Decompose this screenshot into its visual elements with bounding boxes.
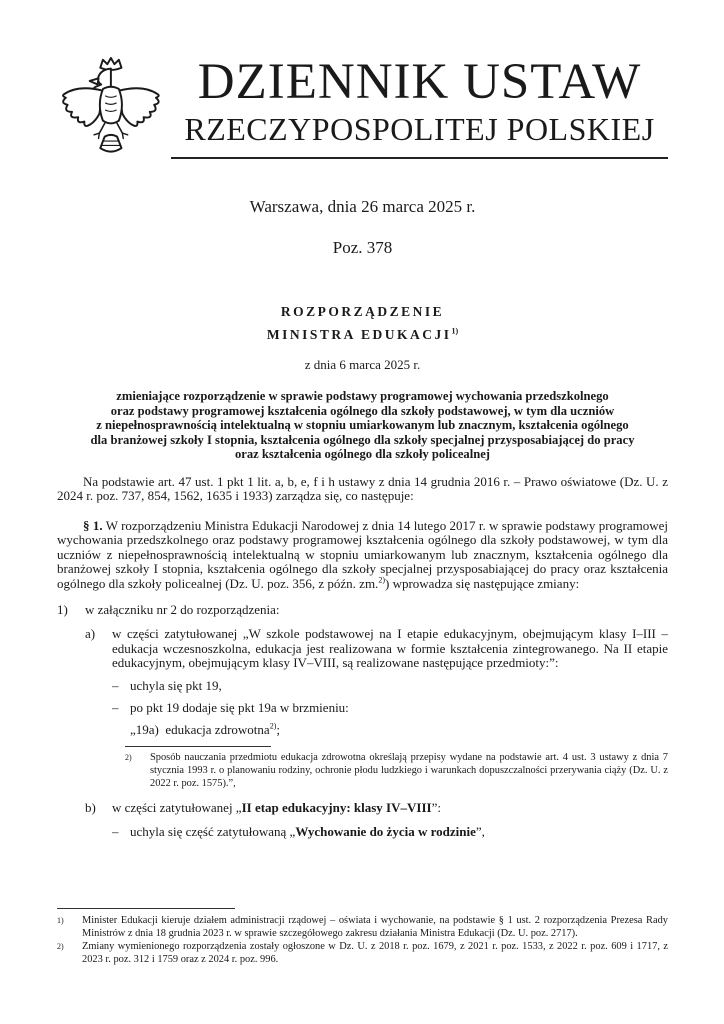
letter-a-item xyxy=(85,627,668,671)
act-issuer-heading xyxy=(57,327,668,343)
footnote-1 xyxy=(57,914,668,940)
tiret-1-dash: – xyxy=(112,677,119,693)
footnote-2-ref: 2) xyxy=(378,575,385,585)
inline-footnote-block xyxy=(125,746,668,790)
journal-title: DZIENNIK USTAW xyxy=(197,54,642,110)
letter-b-prefix: w części zatytułowanej „ xyxy=(112,800,242,816)
preamble-paragraph: Na podstawie art. 47 ust. 1 pkt 1 lit. a, b, e, f i h ustawy z dnia 14 grudnia 2016 r. – Prawo oświatowe (Dz. U. z 2024 r. poz. 737, 854, 1562, 1635 i 1933) zarządza się, co następuje: xyxy=(57,473,668,504)
quoted-point-19a xyxy=(130,723,668,738)
tiret-3-dash: – xyxy=(112,823,119,839)
act-title-line: dla branżowej szkoły I stopnia, kształcenia ogólnego dla szkoły specjalnej przysposabiającej do pracy xyxy=(90,432,635,447)
footnote-2 xyxy=(57,940,668,966)
footnote-1-marker: 1) xyxy=(57,916,64,925)
footnote-1-text: Minister Edukacji kieruje działem administracji rządowej – oświata i wychowanie, na podstawie § 1 ust. 2 rozporządzenia Prezesa Rady Ministrów z dnia 18 grudnia 2023 r. w sprawie szczegółowego zakresu działania Ministra Edukacji (Dz. U. poz. 2717). xyxy=(82,915,668,939)
footnote-2-text: Zmiany wymienionego rozporządzenia zostały ogłoszone w Dz. U. z 2018 r. poz. 1679, z 2021 r. poz. 1533, z 2022 r. poz. 609 i 1717, z 2023 r. poz. 312 i 1759 oraz z 2024 r. poz. 996. xyxy=(82,941,668,965)
act-title-line: z niepełnosprawnością intelektualną w stopniu umiarkowanym lub znacznym, kształcenia ogólnego xyxy=(96,418,629,433)
act-title-line: zmieniające rozporządzenie w sprawie podstawy programowej wychowania przedszkolnego xyxy=(116,389,609,403)
act-issuer-text: MINISTRA EDUKACJI xyxy=(266,327,452,342)
inline-footnote-marker: 2) xyxy=(125,753,132,763)
issuer-footnote-ref: 1) xyxy=(451,326,459,336)
act-title-line: oraz podstawy programowej kształcenia ogólnego dla szkoły podstawowej, w tym dla uczniów xyxy=(110,403,615,418)
letter-a-text: w części zatytułowanej „W szkole podstawowej na I etapie edukacyjnym, obejmującym klasy I–III – edukacja wczesnoszkolna, edukacja jest realizowana w formie kształcenia zintegrowanego. Na II etapie edukacyjnym, obejmującym klasy IV–VIII, są realizowane następujące przedmioty:”: xyxy=(112,625,668,671)
letter-b-marker: b) xyxy=(85,800,96,816)
paragraph-1-marker: § 1. xyxy=(83,517,103,533)
quoted-point-19a-text: „19a) edukacja zdrowotna xyxy=(130,721,270,737)
paragraph-1-tail: ) wprowadza się następujące zmiany: xyxy=(384,575,580,591)
quoted-point-19a-tail: ; xyxy=(276,721,280,737)
act-title-line: oraz kształcenia ogólnego dla szkoły policealnej xyxy=(234,447,490,462)
tiret-3-suffix: ”, xyxy=(475,823,485,839)
tiret-1 xyxy=(112,679,668,694)
letter-b-item xyxy=(85,801,668,816)
masthead xyxy=(57,54,668,168)
point-1 xyxy=(57,603,668,618)
inline-footnote-text: Sposób nauczania przedmiotu edukacja zdrowotna określają przepisy wydane na podstawie art. 4 ust. 3 ustawy z dnia 7 stycznia 1993 r. o planowaniu rodziny, ochronie płodu ludzkiego i warunkach dopuszczalności przerywania ciąży (Dz. U. z 2022 r. poz. 1575).”, xyxy=(150,752,668,790)
tiret-2-dash: – xyxy=(112,700,119,716)
inline-footnote xyxy=(125,751,668,790)
position-number: Poz. 378 xyxy=(332,238,393,257)
dateline: Warszawa, dnia 26 marca 2025 r. xyxy=(249,197,476,216)
tiret-2-text: po pkt 19 dodaje się pkt 19a w brzmieniu: xyxy=(130,700,349,716)
act-kind-heading: ROZPORZĄDZENIE xyxy=(280,304,445,319)
masthead-titles xyxy=(171,54,668,159)
paragraph-1-text: W rozporządzeniu Ministra Edukacji Narodowej z dnia 14 lutego 2017 r. w sprawie podstawy programowej wychowania przedszkolnego oraz podstawy programowej kształcenia ogólnego dla szkoły podstawowej, w tym dla uczniów z niepełnosprawnością intelektualną w stopniu umiarkowanym lub znacznym, kształcenia ogólnego dla branżowej szkoły I stopnia, kształcenia ogólnego dla szkoły specjalnej przysposabiającej do pracy oraz kształcenia ogólnego dla szkoły policealnej (Dz. U. poz. 356, z późn. zm. xyxy=(57,517,669,591)
journal-subtitle: RZECZYPOSPOLITEJ POLSKIEJ xyxy=(184,111,655,147)
footnote-2-marker: 2) xyxy=(57,942,64,951)
polish-eagle-emblem-icon xyxy=(57,54,163,168)
tiret-3-prefix: uchyla się część zatytułowaną „ xyxy=(130,823,296,839)
inline-footnote-ref: 2) xyxy=(269,721,277,731)
letter-a-marker: a) xyxy=(85,625,96,641)
tiret-3-bold-title: Wychowanie do życia w rodzinie xyxy=(295,823,476,839)
letter-b-suffix: ”: xyxy=(431,800,441,816)
footnotes-rule xyxy=(57,908,235,909)
inline-footnote-rule xyxy=(125,746,271,747)
tiret-1-text: uchyla się pkt 19, xyxy=(130,677,222,693)
point-1-marker: 1) xyxy=(57,602,68,618)
tiret-3 xyxy=(112,825,668,840)
act-title xyxy=(57,389,668,462)
paragraph-1 xyxy=(57,519,668,592)
act-date: z dnia 6 marca 2025 r. xyxy=(304,357,421,372)
footnotes-section xyxy=(57,908,668,966)
letter-b-bold-title: II etap edukacyjny: klasy IV–VIII xyxy=(241,800,432,816)
point-1-text: w załączniku nr 2 do rozporządzenia: xyxy=(85,602,280,618)
tiret-2 xyxy=(112,701,668,716)
